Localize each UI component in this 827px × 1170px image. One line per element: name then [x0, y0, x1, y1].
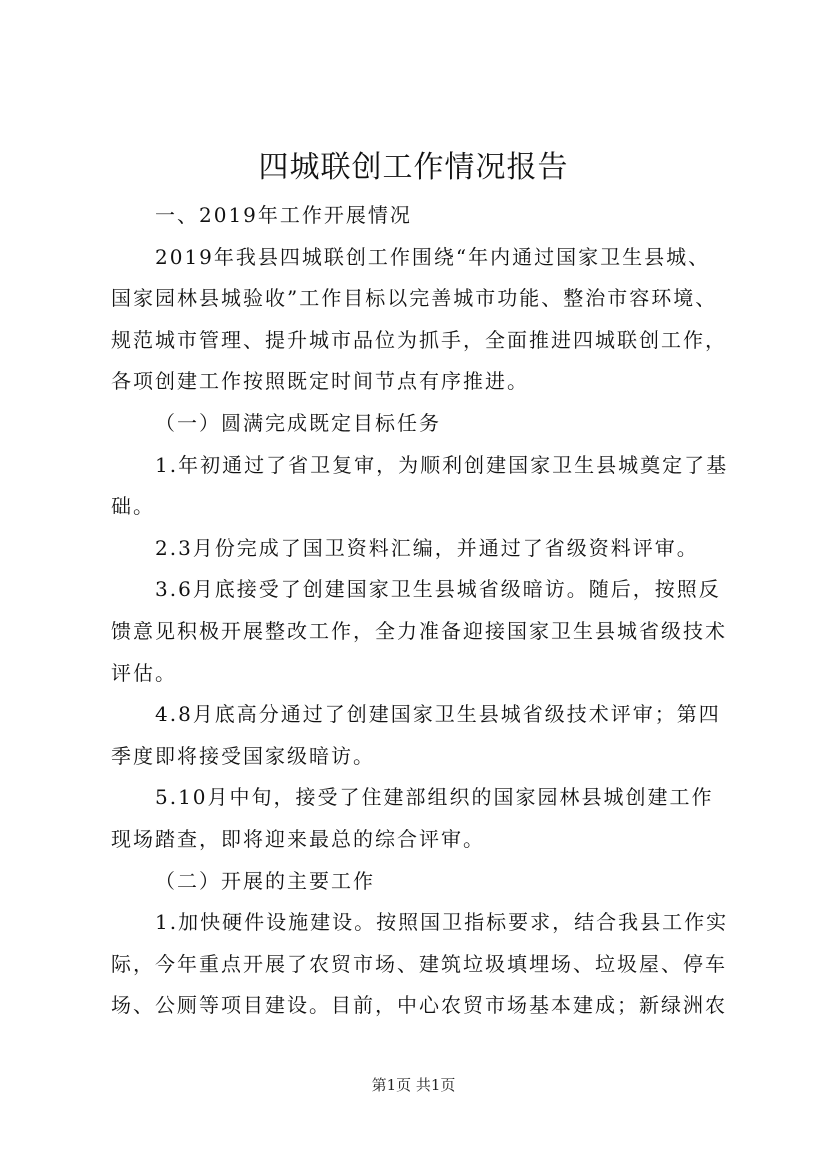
paragraph-line: 际，今年重点开展了农贸市场、建筑垃圾填埋场、垃圾屋、停车 [111, 951, 727, 976]
paragraph-line: 1.加快硬件设施建设。按照国卫指标要求，结合我县工作实 [155, 910, 729, 935]
paragraph-line: 4.8月底高分通过了创建国家卫生县城省级技术评审；第四 [155, 702, 721, 727]
paragraph-line: 国家园林县城验收”工作目标以完善城市功能、整治市容环境、 [111, 286, 718, 311]
document-title: 四城联创工作情况报告 [258, 150, 569, 185]
paragraph-line: 3.6月底接受了创建国家卫生县城省级暗访。随后，按照反 [155, 577, 721, 602]
paragraph-line: 2019年我县四城联创工作围绕“年内通过国家卫生县城、 [155, 244, 711, 269]
section-heading: 一、2019年工作开展情况 [155, 203, 412, 227]
paragraph-line: 础。 [111, 494, 155, 519]
subsection-heading: （二）开展的主要工作 [155, 868, 375, 893]
paragraph-line: 2.3月份完成了国卫资料汇编，并通过了省级资料评审。 [155, 535, 699, 560]
paragraph-line: 5.10月中旬，接受了住建部组织的国家园林县城创建工作 [155, 785, 714, 810]
paragraph-line: 季度即将接受国家级暗访。 [111, 743, 375, 768]
paragraph-line: 评估。 [111, 660, 177, 685]
paragraph-line: 场、公厕等项目建设。目前，中心农贸市场基本建成；新绿洲农 [111, 993, 727, 1018]
paragraph-line: 现场踏查，即将迎来最总的综合评审。 [111, 826, 485, 851]
paragraph-line: 各项创建工作按照既定时间节点有序推进。 [111, 369, 529, 394]
paragraph-line: 1.年初通过了省卫复审，为顺利创建国家卫生县城奠定了基 [155, 452, 729, 477]
document-body [111, 195, 739, 1027]
paragraph-line: 规范城市管理、提升城市品位为抓手，全面推进四城联创工作， [111, 327, 727, 352]
subsection-heading: （一）圆满完成既定目标任务 [155, 410, 441, 435]
page-footer: 第1页 共1页 [371, 1076, 456, 1094]
paragraph-line: 馈意见积极开展整改工作，全力准备迎接国家卫生县城省级技术 [111, 618, 727, 643]
